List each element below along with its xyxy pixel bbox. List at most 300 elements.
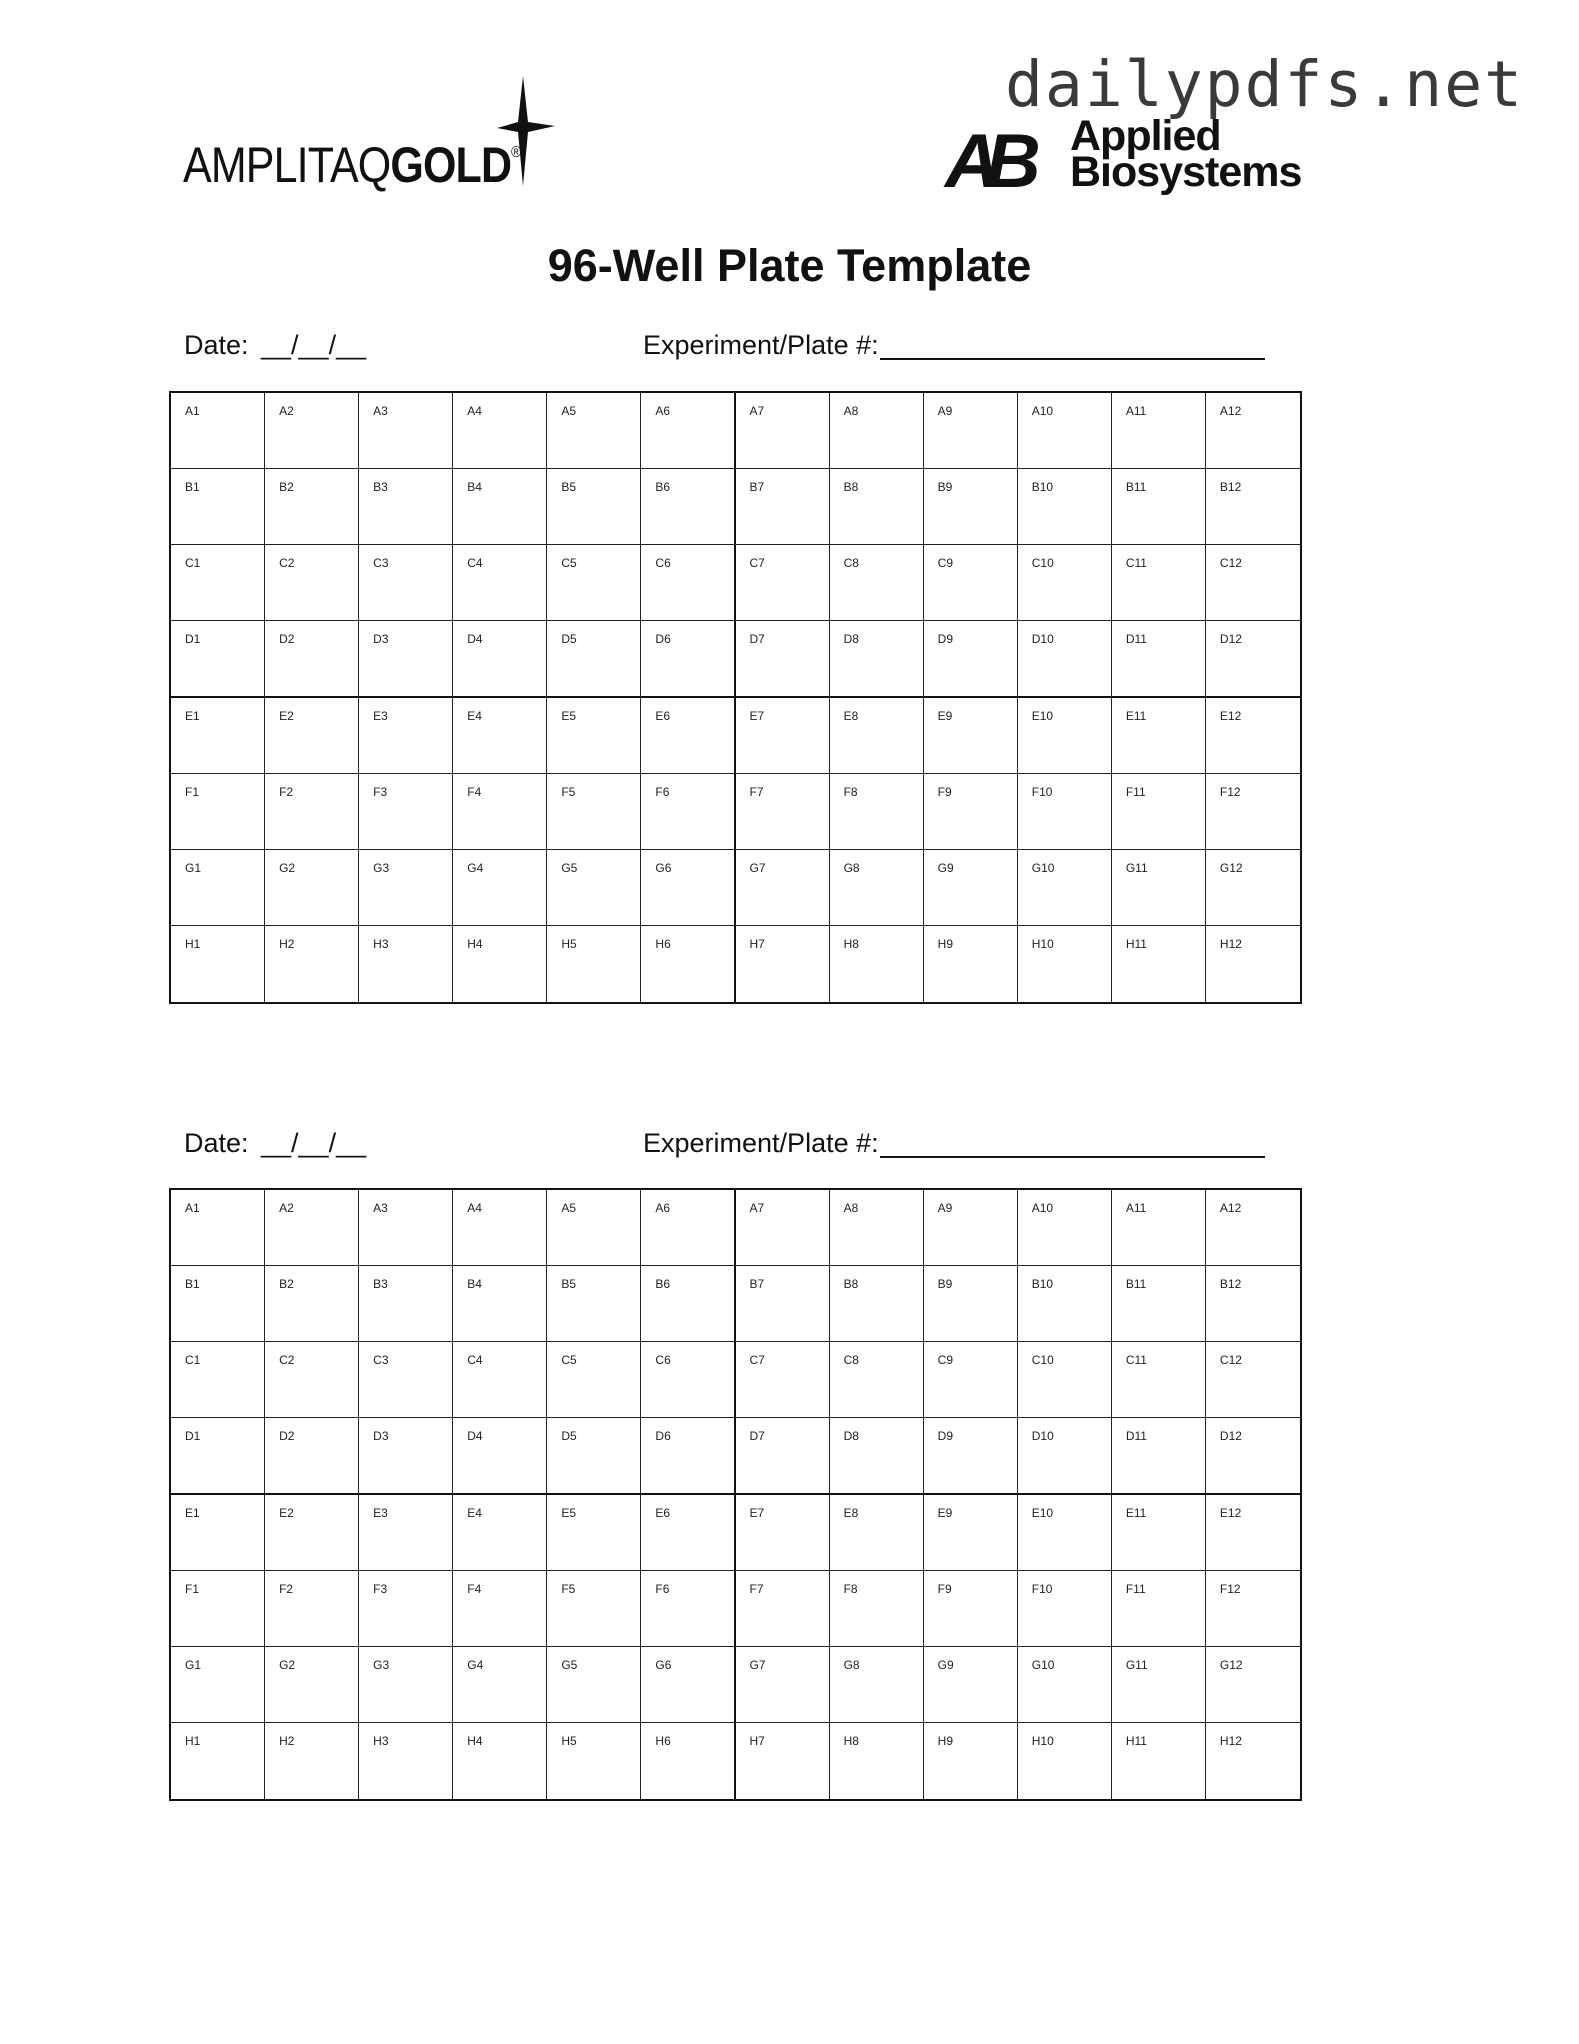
well-label: C9: [937, 556, 953, 571]
well-H11[interactable]: [1112, 926, 1206, 1002]
well-D5[interactable]: [547, 1418, 641, 1494]
well-label: A5: [561, 404, 577, 418]
well-H12[interactable]: [1206, 1723, 1300, 1799]
well-E2[interactable]: [265, 1495, 359, 1571]
well-label: A8: [843, 404, 859, 418]
well-F3[interactable]: [359, 774, 453, 850]
well-label: F11: [1125, 1581, 1146, 1596]
well-label: C1: [185, 1353, 201, 1368]
well-A2[interactable]: [265, 1190, 359, 1266]
well-D4[interactable]: [453, 1418, 547, 1494]
well-label: E1: [185, 708, 200, 723]
well-label: H6: [655, 936, 671, 951]
well-D11[interactable]: [1112, 621, 1206, 697]
well-label: H5: [561, 936, 577, 951]
well-B11[interactable]: [1112, 1266, 1206, 1342]
well-F9[interactable]: [924, 774, 1018, 850]
well-H3[interactable]: [359, 1723, 453, 1799]
well-label: F6: [655, 1581, 670, 1596]
well-D4[interactable]: [453, 621, 547, 697]
well-C4[interactable]: [453, 545, 547, 621]
date-field[interactable]: __/__/__: [261, 1128, 367, 1158]
well-C3[interactable]: [359, 545, 453, 621]
well-H10[interactable]: [1018, 1723, 1112, 1799]
well-A6[interactable]: [641, 393, 735, 469]
well-D7[interactable]: [736, 1418, 830, 1494]
well-G7[interactable]: [736, 1647, 830, 1723]
well-B7[interactable]: [736, 1266, 830, 1342]
well-D5[interactable]: [547, 621, 641, 697]
well-E3[interactable]: [359, 698, 453, 774]
well-label: G8: [843, 860, 860, 875]
well-G9[interactable]: [924, 850, 1018, 926]
well-label: F3: [373, 784, 388, 799]
well-F7[interactable]: [736, 774, 830, 850]
well-C3[interactable]: [359, 1342, 453, 1418]
well-H12[interactable]: [1206, 926, 1300, 1002]
well-label: A11: [1125, 404, 1147, 418]
well-G1[interactable]: [171, 850, 265, 926]
well-H11[interactable]: [1112, 1723, 1206, 1799]
well-H5[interactable]: [547, 926, 641, 1002]
well-label: D9: [937, 632, 953, 647]
well-label: E5: [561, 708, 577, 723]
well-H9[interactable]: [924, 926, 1018, 1002]
well-D6[interactable]: [641, 1418, 735, 1494]
well-D3[interactable]: [359, 621, 453, 697]
date-field[interactable]: __/__/__: [261, 330, 367, 360]
well-label: E7: [749, 708, 765, 723]
well-H7[interactable]: [736, 1723, 830, 1799]
well-A7[interactable]: [736, 1190, 830, 1266]
well-label: E3: [373, 708, 388, 723]
well-label: E9: [937, 708, 953, 723]
well-D1[interactable]: [171, 621, 265, 697]
well-A9[interactable]: [924, 1190, 1018, 1266]
well-E3[interactable]: [359, 1495, 453, 1571]
well-H1[interactable]: [171, 1723, 265, 1799]
well-label: B1: [185, 1277, 200, 1292]
well-label: B12: [1219, 1277, 1242, 1292]
well-B6[interactable]: [641, 469, 735, 545]
well-label: D10: [1031, 1429, 1054, 1444]
well-B9[interactable]: [924, 469, 1018, 545]
well-A8[interactable]: [830, 393, 924, 469]
well-F5[interactable]: [547, 1571, 641, 1647]
well-label: E1: [185, 1505, 200, 1520]
well-A4[interactable]: [453, 393, 547, 469]
well-B9[interactable]: [924, 1266, 1018, 1342]
well-label: B5: [561, 1277, 577, 1292]
well-C7[interactable]: [736, 545, 830, 621]
well-label: C5: [561, 1353, 577, 1368]
well-C2[interactable]: [265, 545, 359, 621]
well-G12[interactable]: [1206, 1647, 1300, 1723]
well-label: H7: [749, 936, 765, 951]
well-H7[interactable]: [736, 926, 830, 1002]
well-label: C3: [373, 556, 389, 571]
well-A6[interactable]: [641, 1190, 735, 1266]
well-G8[interactable]: [830, 850, 924, 926]
plate-grid-1: [169, 391, 1302, 1004]
well-label: B11: [1125, 1277, 1147, 1292]
well-label: F8: [843, 1581, 858, 1596]
well-H9[interactable]: [924, 1723, 1018, 1799]
date-label: Date:: [184, 330, 249, 360]
well-label: G8: [843, 1657, 860, 1672]
well-A1[interactable]: [171, 1190, 265, 1266]
well-F12[interactable]: [1206, 774, 1300, 850]
well-B12[interactable]: [1206, 469, 1300, 545]
well-G10[interactable]: [1018, 1647, 1112, 1723]
well-C4[interactable]: [453, 1342, 547, 1418]
well-E5[interactable]: [547, 1495, 641, 1571]
well-E11[interactable]: [1112, 698, 1206, 774]
well-D12[interactable]: [1206, 621, 1300, 697]
well-label: C1: [185, 556, 201, 571]
well-label: C10: [1031, 556, 1054, 571]
well-label: F4: [467, 1581, 482, 1596]
well-label: B10: [1031, 480, 1054, 495]
well-C6[interactable]: [641, 1342, 735, 1418]
well-D11[interactable]: [1112, 1418, 1206, 1494]
well-C9[interactable]: [924, 1342, 1018, 1418]
well-label: F5: [561, 784, 576, 799]
well-label: B4: [467, 480, 482, 495]
well-label: C8: [843, 556, 859, 571]
well-label: A6: [655, 1201, 671, 1215]
well-F9[interactable]: [924, 1571, 1018, 1647]
star-icon: [495, 76, 555, 186]
well-G11[interactable]: [1112, 850, 1206, 926]
well-B3[interactable]: [359, 469, 453, 545]
well-label: D6: [655, 1429, 671, 1444]
well-C6[interactable]: [641, 545, 735, 621]
well-D9[interactable]: [924, 1418, 1018, 1494]
well-D9[interactable]: [924, 621, 1018, 697]
well-C5[interactable]: [547, 1342, 641, 1418]
well-label: A3: [373, 404, 388, 418]
well-C7[interactable]: [736, 1342, 830, 1418]
well-label: E9: [937, 1505, 953, 1520]
well-D10[interactable]: [1018, 621, 1112, 697]
well-G2[interactable]: [265, 1647, 359, 1723]
well-C1[interactable]: [171, 1342, 265, 1418]
well-H2[interactable]: [265, 1723, 359, 1799]
well-H6[interactable]: [641, 926, 735, 1002]
well-C5[interactable]: [547, 545, 641, 621]
well-label: A6: [655, 404, 671, 418]
applied-biosystems-logo: AB Applied Biosystems: [945, 112, 1302, 204]
well-label: D10: [1031, 632, 1054, 647]
ab-mark: AB: [945, 119, 1027, 204]
well-D3[interactable]: [359, 1418, 453, 1494]
well-E7[interactable]: [736, 1495, 830, 1571]
well-C10[interactable]: [1018, 1342, 1112, 1418]
amplitaq-gold-logo: AMPLITAQGOLD®: [183, 76, 563, 206]
well-label: D6: [655, 632, 671, 647]
well-label: D3: [373, 632, 389, 647]
well-G6[interactable]: [641, 850, 735, 926]
well-D10[interactable]: [1018, 1418, 1112, 1494]
well-label: G1: [185, 860, 202, 875]
well-C2[interactable]: [265, 1342, 359, 1418]
well-label: B9: [937, 1277, 953, 1292]
well-B1[interactable]: [171, 469, 265, 545]
well-label: C6: [655, 1353, 671, 1368]
well-C12[interactable]: [1206, 545, 1300, 621]
well-label: C2: [279, 1353, 295, 1368]
well-label: A2: [279, 1201, 294, 1215]
well-label: B3: [373, 480, 388, 495]
well-label: G10: [1031, 1657, 1055, 1672]
well-F2[interactable]: [265, 1571, 359, 1647]
well-H5[interactable]: [547, 1723, 641, 1799]
well-B6[interactable]: [641, 1266, 735, 1342]
well-H6[interactable]: [641, 1723, 735, 1799]
well-label: A7: [749, 1201, 765, 1215]
well-F5[interactable]: [547, 774, 641, 850]
well-A9[interactable]: [924, 393, 1018, 469]
well-E2[interactable]: [265, 698, 359, 774]
well-H10[interactable]: [1018, 926, 1112, 1002]
well-B8[interactable]: [830, 1266, 924, 1342]
well-G5[interactable]: [547, 1647, 641, 1723]
well-F10[interactable]: [1018, 774, 1112, 850]
well-G2[interactable]: [265, 850, 359, 926]
well-label: H12: [1219, 1733, 1242, 1748]
well-E8[interactable]: [830, 1495, 924, 1571]
well-E7[interactable]: [736, 698, 830, 774]
well-H8[interactable]: [830, 1723, 924, 1799]
watermark: dailypdfs.net: [1005, 48, 1525, 121]
well-E10[interactable]: [1018, 1495, 1112, 1571]
well-G3[interactable]: [359, 1647, 453, 1723]
well-A12[interactable]: [1206, 393, 1300, 469]
well-C9[interactable]: [924, 545, 1018, 621]
well-B4[interactable]: [453, 1266, 547, 1342]
well-label: E4: [467, 708, 482, 723]
well-H2[interactable]: [265, 926, 359, 1002]
well-G4[interactable]: [453, 1647, 547, 1723]
well-E9[interactable]: [924, 1495, 1018, 1571]
well-F6[interactable]: [641, 1571, 735, 1647]
well-H1[interactable]: [171, 926, 265, 1002]
well-F1[interactable]: [171, 774, 265, 850]
well-label: H1: [185, 1733, 201, 1748]
well-C12[interactable]: [1206, 1342, 1300, 1418]
well-label: G4: [467, 860, 484, 875]
well-C10[interactable]: [1018, 545, 1112, 621]
well-label: H4: [467, 936, 483, 951]
well-label: G12: [1219, 860, 1243, 875]
well-A11[interactable]: [1112, 393, 1206, 469]
well-A5[interactable]: [547, 1190, 641, 1266]
well-G9[interactable]: [924, 1647, 1018, 1723]
well-A4[interactable]: [453, 1190, 547, 1266]
well-G10[interactable]: [1018, 850, 1112, 926]
well-E6[interactable]: [641, 1495, 735, 1571]
well-label: C11: [1125, 556, 1147, 571]
well-E8[interactable]: [830, 698, 924, 774]
well-D6[interactable]: [641, 621, 735, 697]
well-G12[interactable]: [1206, 850, 1300, 926]
well-label: C6: [655, 556, 671, 571]
well-A12[interactable]: [1206, 1190, 1300, 1266]
well-E12[interactable]: [1206, 1495, 1300, 1571]
well-label: A7: [749, 404, 765, 418]
well-E1[interactable]: [171, 698, 265, 774]
well-label: H12: [1219, 936, 1242, 951]
well-G1[interactable]: [171, 1647, 265, 1723]
well-C11[interactable]: [1112, 1342, 1206, 1418]
well-E1[interactable]: [171, 1495, 265, 1571]
well-B5[interactable]: [547, 1266, 641, 1342]
well-A1[interactable]: [171, 393, 265, 469]
well-F12[interactable]: [1206, 1571, 1300, 1647]
well-label: A10: [1031, 1201, 1054, 1215]
well-G8[interactable]: [830, 1647, 924, 1723]
well-C8[interactable]: [830, 1342, 924, 1418]
well-D12[interactable]: [1206, 1418, 1300, 1494]
well-F3[interactable]: [359, 1571, 453, 1647]
well-H4[interactable]: [453, 1723, 547, 1799]
well-label: C4: [467, 1353, 483, 1368]
well-label: C10: [1031, 1353, 1054, 1368]
well-label: G11: [1125, 860, 1148, 875]
well-C11[interactable]: [1112, 545, 1206, 621]
well-E12[interactable]: [1206, 698, 1300, 774]
well-F1[interactable]: [171, 1571, 265, 1647]
well-F6[interactable]: [641, 774, 735, 850]
well-F4[interactable]: [453, 774, 547, 850]
well-H3[interactable]: [359, 926, 453, 1002]
well-D8[interactable]: [830, 621, 924, 697]
well-label: F8: [843, 784, 858, 799]
well-label: B7: [749, 480, 765, 495]
well-label: D8: [843, 1429, 859, 1444]
well-F10[interactable]: [1018, 1571, 1112, 1647]
well-label: F12: [1219, 784, 1241, 799]
well-label: D7: [749, 632, 765, 647]
well-A7[interactable]: [736, 393, 830, 469]
well-G5[interactable]: [547, 850, 641, 926]
well-label: E6: [655, 708, 671, 723]
well-H4[interactable]: [453, 926, 547, 1002]
page-title: 96-Well Plate Template: [547, 240, 1032, 291]
well-E10[interactable]: [1018, 698, 1112, 774]
well-label: A5: [561, 1201, 577, 1215]
well-E9[interactable]: [924, 698, 1018, 774]
well-B12[interactable]: [1206, 1266, 1300, 1342]
well-F8[interactable]: [830, 1571, 924, 1647]
well-G3[interactable]: [359, 850, 453, 926]
well-B7[interactable]: [736, 469, 830, 545]
well-label: H11: [1125, 1733, 1147, 1748]
well-G11[interactable]: [1112, 1647, 1206, 1723]
well-G7[interactable]: [736, 850, 830, 926]
well-G4[interactable]: [453, 850, 547, 926]
well-F11[interactable]: [1112, 774, 1206, 850]
well-D1[interactable]: [171, 1418, 265, 1494]
well-B10[interactable]: [1018, 469, 1112, 545]
well-F2[interactable]: [265, 774, 359, 850]
well-A3[interactable]: [359, 393, 453, 469]
experiment-plate-label: Experiment/Plate #:: [643, 330, 879, 360]
well-B3[interactable]: [359, 1266, 453, 1342]
well-label: B11: [1125, 480, 1147, 495]
well-label: G12: [1219, 1657, 1243, 1672]
experiment-plate-field[interactable]: [880, 358, 1265, 360]
well-A5[interactable]: [547, 393, 641, 469]
well-B1[interactable]: [171, 1266, 265, 1342]
well-label: F3: [373, 1581, 388, 1596]
well-A11[interactable]: [1112, 1190, 1206, 1266]
well-label: F6: [655, 784, 670, 799]
well-E11[interactable]: [1112, 1495, 1206, 1571]
well-label: H10: [1031, 936, 1054, 951]
well-A10[interactable]: [1018, 393, 1112, 469]
well-G6[interactable]: [641, 1647, 735, 1723]
well-A2[interactable]: [265, 393, 359, 469]
well-label: C4: [467, 556, 483, 571]
well-label: D11: [1125, 1429, 1147, 1444]
well-label: E3: [373, 1505, 388, 1520]
well-label: B1: [185, 480, 200, 495]
well-label: E12: [1219, 708, 1242, 723]
well-label: D2: [279, 632, 295, 647]
well-C1[interactable]: [171, 545, 265, 621]
well-F4[interactable]: [453, 1571, 547, 1647]
well-B10[interactable]: [1018, 1266, 1112, 1342]
well-E5[interactable]: [547, 698, 641, 774]
well-label: H9: [937, 936, 953, 951]
well-F7[interactable]: [736, 1571, 830, 1647]
well-label: D1: [185, 1429, 201, 1444]
well-A10[interactable]: [1018, 1190, 1112, 1266]
well-label: A12: [1219, 404, 1242, 418]
well-label: A9: [937, 404, 953, 418]
well-label: C8: [843, 1353, 859, 1368]
well-label: A3: [373, 1201, 388, 1215]
well-E4[interactable]: [453, 1495, 547, 1571]
well-D2[interactable]: [265, 621, 359, 697]
well-D7[interactable]: [736, 621, 830, 697]
well-B4[interactable]: [453, 469, 547, 545]
well-label: G6: [655, 1657, 672, 1672]
well-B8[interactable]: [830, 469, 924, 545]
well-label: E6: [655, 1505, 671, 1520]
well-B2[interactable]: [265, 1266, 359, 1342]
well-B11[interactable]: [1112, 469, 1206, 545]
well-A8[interactable]: [830, 1190, 924, 1266]
well-E4[interactable]: [453, 698, 547, 774]
well-F11[interactable]: [1112, 1571, 1206, 1647]
well-F8[interactable]: [830, 774, 924, 850]
experiment-plate-field[interactable]: [880, 1156, 1265, 1158]
well-B2[interactable]: [265, 469, 359, 545]
well-A3[interactable]: [359, 1190, 453, 1266]
experiment-plate-label: Experiment/Plate #:: [643, 1128, 879, 1158]
well-B5[interactable]: [547, 469, 641, 545]
well-D8[interactable]: [830, 1418, 924, 1494]
well-E6[interactable]: [641, 698, 735, 774]
well-C8[interactable]: [830, 545, 924, 621]
well-D2[interactable]: [265, 1418, 359, 1494]
well-label: G5: [561, 1657, 578, 1672]
well-H8[interactable]: [830, 926, 924, 1002]
well-label: H4: [467, 1733, 483, 1748]
